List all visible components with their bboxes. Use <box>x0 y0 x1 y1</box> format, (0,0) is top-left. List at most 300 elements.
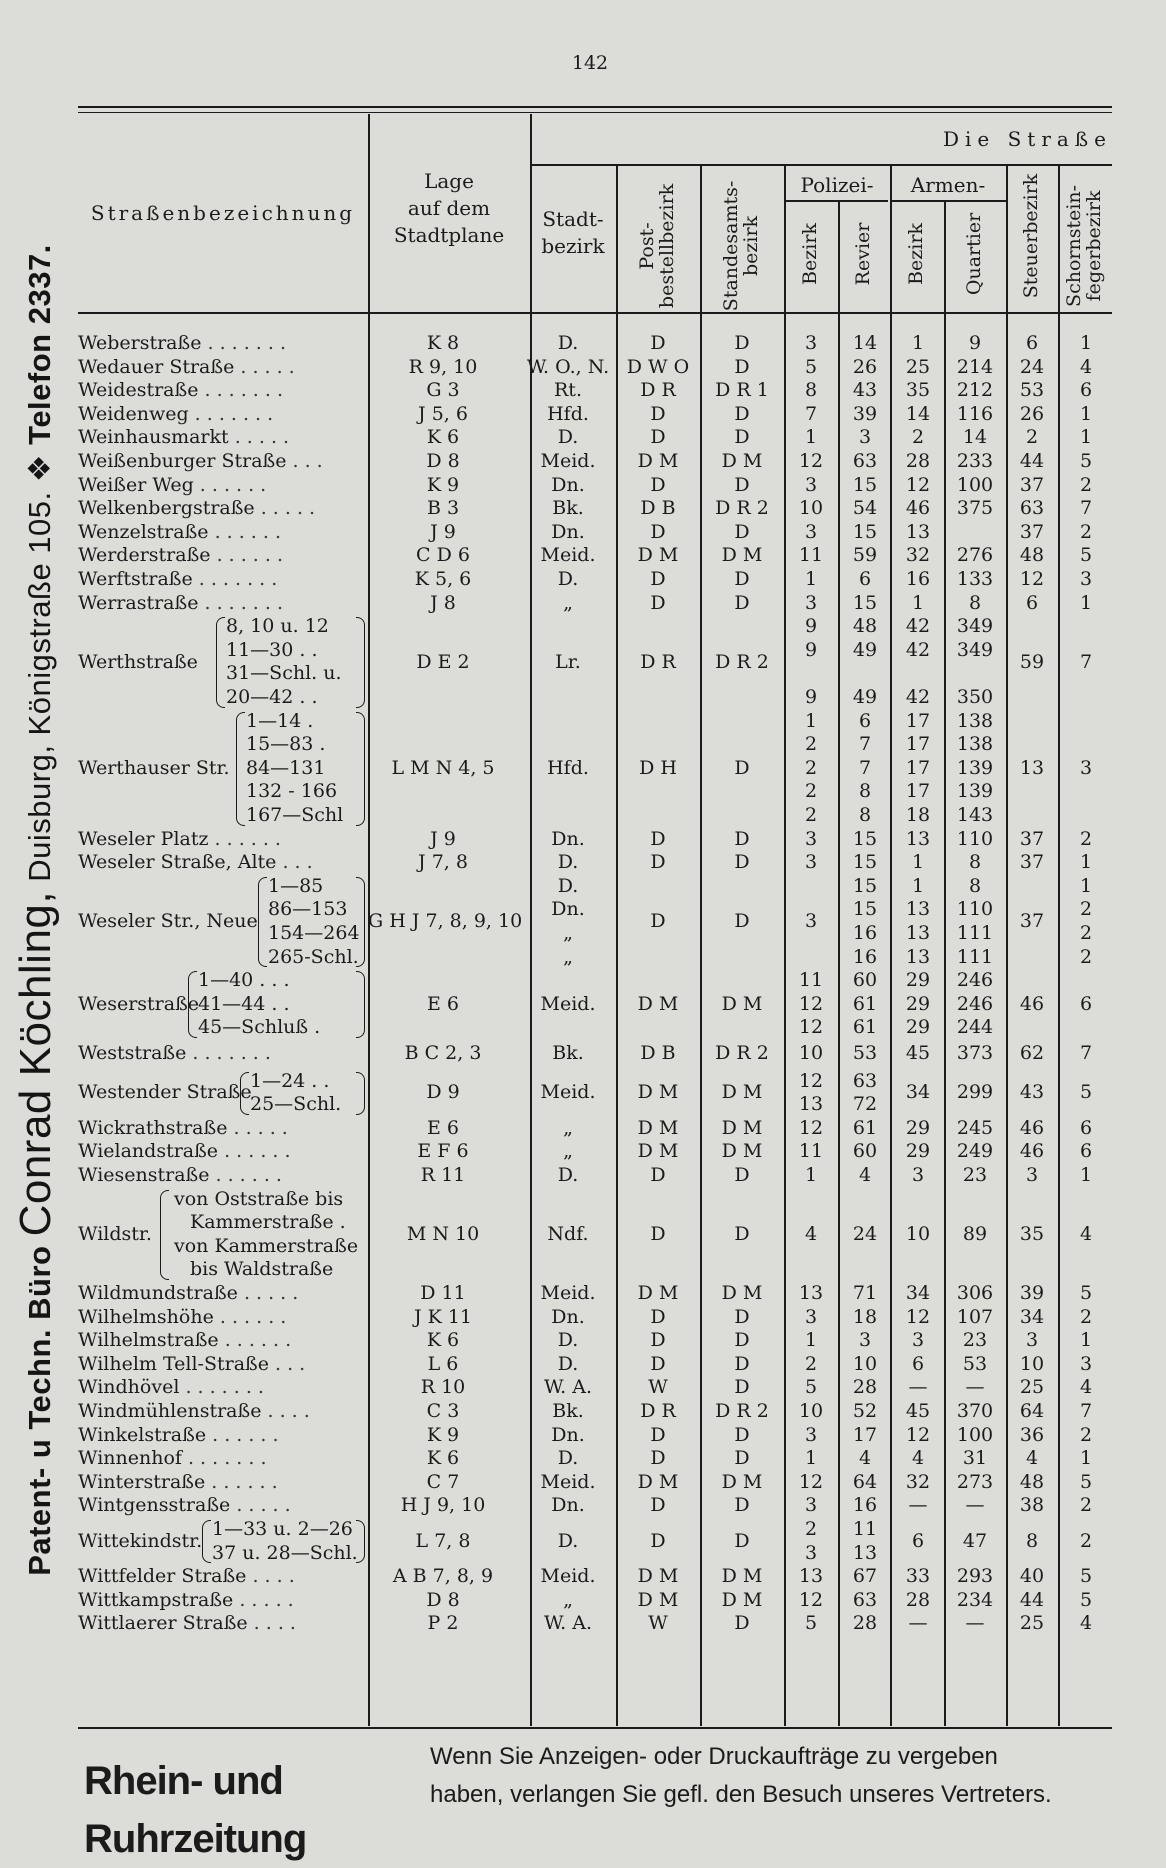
sub-range: von Oststraße bis <box>174 1187 344 1210</box>
cell-prev: 63 <box>852 1069 878 1092</box>
cell-stadt: D. <box>557 1352 579 1375</box>
cell-schorn: 1 <box>1079 851 1093 874</box>
cell-aquart: 100 <box>956 1423 994 1446</box>
cell-post: D <box>650 426 666 449</box>
cell-post: D M <box>637 544 679 567</box>
cell-stand: D <box>734 1352 750 1375</box>
table-row <box>78 1589 1112 1613</box>
cell-stadt: D. <box>557 1329 579 1352</box>
cell-schorn: 3 <box>1079 568 1093 590</box>
table-row <box>78 474 1112 498</box>
cell-steuer: 10 <box>1019 1352 1045 1375</box>
cell-stadt: Bk. <box>552 1400 584 1422</box>
table-subrow <box>78 686 1112 710</box>
cell-stadt: „ <box>563 945 573 968</box>
sub-range: 20—42 . . <box>226 686 318 708</box>
cell-aquart: 139 <box>956 780 994 803</box>
cell-prev: 71 <box>852 1282 878 1304</box>
cell-steuer: 62 <box>1019 1042 1045 1064</box>
cell-aquart: 299 <box>956 1081 994 1104</box>
cell-post: D W O <box>626 355 690 378</box>
cell-lage: R 9, 10 <box>408 355 478 378</box>
sub-range: Kammerstraße . <box>190 1211 346 1234</box>
cell-pbez: 10 <box>798 497 824 520</box>
cell-schorn: 2 <box>1079 1423 1093 1446</box>
cell-abez: 1 <box>911 591 925 614</box>
cell-post: D <box>650 851 666 874</box>
cell-stadt: Meid. <box>540 450 596 472</box>
cell-abez: 16 <box>905 568 931 590</box>
table-subrow <box>78 875 1112 899</box>
cell-lage: C 3 <box>426 1400 460 1422</box>
cell-stadt: Dn. <box>551 1423 585 1446</box>
cell-abez: 1 <box>911 332 925 354</box>
cell-pbez: 3 <box>804 910 818 933</box>
cell-abez: 17 <box>905 756 931 779</box>
table-row <box>78 403 1112 427</box>
cell-lage: D E 2 <box>416 650 470 673</box>
cell-pbez: 1 <box>804 709 818 732</box>
banner-name: Conrad Köchling, <box>11 890 60 1237</box>
cell-stand: D <box>734 591 750 614</box>
cell-schorn: 4 <box>1079 1223 1093 1245</box>
street-name: Wildstr. <box>78 1223 152 1245</box>
cell-stadt: Rt. <box>554 379 582 402</box>
cell-lage: K 6 <box>426 1329 460 1352</box>
cell-abez: 12 <box>905 1305 931 1328</box>
cell-steuer: 40 <box>1019 1565 1045 1588</box>
cell-stand: D <box>734 1164 750 1186</box>
cell-abez: 14 <box>905 402 931 425</box>
cell-aquart: 234 <box>956 1588 994 1611</box>
table-row <box>78 1164 1112 1188</box>
cell-abez: 3 <box>911 1164 925 1186</box>
cell-stand: D R 2 <box>715 1400 769 1422</box>
cell-steuer: 46 <box>1019 1140 1045 1163</box>
street-name: Wielandstraße . . . . . . <box>78 1140 291 1163</box>
cell-lage: K 6 <box>426 1447 460 1470</box>
cell-pbez: 5 <box>804 1376 818 1399</box>
cell-abez: — <box>908 1494 928 1517</box>
cell-prev: 3 <box>858 426 872 449</box>
cell-lage: C D 6 <box>416 544 470 567</box>
cell-aquart: 53 <box>962 1352 988 1375</box>
cell-steuer: 6 <box>1025 591 1039 614</box>
cell-stand: D <box>734 827 750 850</box>
cell-post: D M <box>637 1140 679 1163</box>
table-header <box>78 114 1112 312</box>
table-subrow <box>78 969 1112 993</box>
cell-stand: D <box>734 1329 750 1352</box>
cell-abez: 17 <box>905 733 931 756</box>
cell-aquart: — <box>965 1494 985 1517</box>
sub-range: 1—33 u. 2—26 <box>212 1518 353 1540</box>
cell-lage: E F 6 <box>417 1140 469 1163</box>
cell-aquart: 138 <box>956 733 994 756</box>
cell-steuer: 37 <box>1019 827 1045 850</box>
cell-pbez: 3 <box>804 591 818 614</box>
street-name: Winnenhof . . . . . . . <box>78 1447 267 1470</box>
cell-post: D R <box>640 379 676 402</box>
table-row <box>78 568 1112 592</box>
table-row <box>78 1471 1112 1495</box>
cell-post: D <box>650 827 666 850</box>
cell-prev: 16 <box>852 1494 878 1517</box>
cell-stadt: Meid. <box>540 1565 596 1588</box>
cell-schorn: 1 <box>1079 402 1093 425</box>
cell-lage: L 6 <box>427 1352 459 1375</box>
cell-prev: 53 <box>852 1042 878 1064</box>
cell-abez: 17 <box>905 780 931 803</box>
cell-pbez: 11 <box>798 969 824 992</box>
street-name: Weißer Weg . . . . . . <box>78 473 267 496</box>
cell-stadt: Meid. <box>540 1282 596 1304</box>
table-subrow <box>78 757 1112 781</box>
cell-lage: L M N 4, 5 <box>391 756 495 779</box>
cell-aquart: 244 <box>956 1016 994 1039</box>
banner-separator: ❖ <box>22 453 57 483</box>
cell-aquart: 306 <box>956 1282 994 1304</box>
cell-schorn: 3 <box>1079 756 1093 779</box>
cell-pbez: 2 <box>804 733 818 756</box>
cell-schorn: 4 <box>1079 355 1093 378</box>
header-armen: Armen- <box>910 173 986 197</box>
cell-aquart: 375 <box>956 497 994 520</box>
street-name: Werftstraße . . . . . . . <box>78 568 278 590</box>
table-row <box>78 1353 1112 1377</box>
header-bottom-rule <box>78 312 1112 314</box>
cell-stand: D R 2 <box>715 1042 769 1064</box>
cell-stadt: „ <box>563 591 573 614</box>
street-name: Werderstraße . . . . . . <box>78 544 284 567</box>
cell-stadt: Ndf. <box>547 1223 589 1245</box>
sub-range: 1—40 . . . <box>198 969 290 992</box>
cell-pbez: 10 <box>798 1042 824 1064</box>
cell-stadt: Dn. <box>551 473 585 496</box>
table-row <box>78 1565 1112 1589</box>
street-name: Wilhelmshöhe . . . . . . <box>78 1305 287 1328</box>
cell-abez: 45 <box>905 1400 931 1422</box>
top-rule <box>78 106 1112 108</box>
cell-post: D M <box>637 450 679 472</box>
cell-post: D <box>650 520 666 543</box>
sub-range: 25—Schl. <box>250 1093 342 1116</box>
brace <box>160 1190 169 1280</box>
street-name: Werrastraße . . . . . . . <box>78 591 284 614</box>
cell-stadt: „ <box>563 1588 573 1611</box>
street-name: Wilhelm Tell-Straße . . . <box>78 1352 306 1375</box>
cell-pbez: 12 <box>798 1470 824 1493</box>
street-name: Windhövel . . . . . . . <box>78 1376 264 1399</box>
cell-abez: 42 <box>905 615 931 638</box>
cell-stadt: Bk. <box>552 1042 584 1064</box>
cell-steuer: 44 <box>1019 1588 1045 1611</box>
cell-stand: D <box>734 473 750 496</box>
cell-stand: D <box>734 1612 750 1635</box>
cell-steuer: 43 <box>1019 1081 1045 1104</box>
table-row <box>78 828 1112 852</box>
cell-pbez: 9 <box>804 686 818 708</box>
cell-stand: D M <box>721 450 763 472</box>
cell-steuer: 2 <box>1025 426 1039 449</box>
cell-steuer: 13 <box>1019 756 1045 779</box>
cell-pbez: 3 <box>804 473 818 496</box>
cell-prev: 59 <box>852 544 878 567</box>
cell-abez: 1 <box>911 851 925 874</box>
cell-abez: — <box>908 1612 928 1635</box>
cell-steuer: 48 <box>1019 544 1045 567</box>
cell-steuer: 37 <box>1019 910 1045 933</box>
cell-aquart: 110 <box>956 898 994 921</box>
cell-prev: 61 <box>852 1016 878 1039</box>
street-name: Weststraße . . . . . . . <box>78 1042 271 1064</box>
street-name: Winterstraße . . . . . . <box>78 1470 278 1493</box>
cell-steuer: 35 <box>1019 1223 1045 1245</box>
cell-steuer: 3 <box>1025 1329 1039 1352</box>
cell-aquart: 138 <box>956 709 994 732</box>
street-name: Weißenburger Straße . . . <box>78 450 323 472</box>
cell-post: D <box>650 568 666 590</box>
cell-abez: 6 <box>911 1529 925 1552</box>
table-subrow <box>78 639 1112 663</box>
cell-abez: 29 <box>905 1116 931 1139</box>
table-subrow <box>78 1016 1112 1040</box>
cell-lage: R 10 <box>420 1376 466 1399</box>
cell-pbez: 12 <box>798 1069 824 1092</box>
cell-stand: D <box>734 426 750 449</box>
table-row <box>78 450 1112 474</box>
header-polizei-bezirk: Bezirk <box>799 223 822 285</box>
cell-stand: D <box>734 1529 750 1552</box>
sub-range: 84—131 <box>246 756 326 779</box>
header-street-name: Straßenbezeichnung <box>90 201 356 225</box>
cell-steuer: 8 <box>1025 1529 1039 1552</box>
cell-stadt: Lr. <box>555 650 581 673</box>
cell-prev: 39 <box>852 402 878 425</box>
cell-stadt: Bk. <box>552 497 584 520</box>
cell-stand: D <box>734 1223 750 1245</box>
cell-prev: 67 <box>852 1565 878 1588</box>
cell-aquart: 110 <box>956 827 994 850</box>
cell-steuer: 39 <box>1019 1282 1045 1304</box>
sub-range: 31—Schl. u. <box>226 662 342 685</box>
table-subrow <box>78 710 1112 734</box>
cell-steuer: 38 <box>1019 1494 1045 1517</box>
cell-schorn: 1 <box>1079 1164 1093 1186</box>
cell-abez: 4 <box>911 1447 925 1470</box>
cell-stadt: W. O., N. <box>526 355 610 378</box>
cell-prev: 60 <box>852 969 878 992</box>
cell-abez: 18 <box>905 804 931 826</box>
cell-lage: E 6 <box>427 992 459 1015</box>
table-row <box>78 426 1112 450</box>
cell-lage: K 8 <box>426 332 460 354</box>
cell-lage: B C 2, 3 <box>404 1042 482 1064</box>
cell-abez: 29 <box>905 992 931 1015</box>
cell-prev: 63 <box>852 1588 878 1611</box>
cell-prev: 54 <box>852 497 878 520</box>
cell-aquart: 350 <box>956 686 994 708</box>
cell-abez: 10 <box>905 1223 931 1245</box>
cell-pbez: 2 <box>804 1352 818 1375</box>
cell-stand: D <box>734 355 750 378</box>
street-name: Windmühlenstraße . . . . <box>78 1400 310 1422</box>
table-row <box>78 1282 1112 1306</box>
cell-pbez: 9 <box>804 615 818 638</box>
cell-prev: 13 <box>852 1541 878 1564</box>
cell-stand: D M <box>721 544 763 567</box>
cell-aquart: 139 <box>956 756 994 779</box>
table-row <box>78 1612 1112 1636</box>
cell-aquart: 47 <box>962 1529 988 1552</box>
street-name: Weserstraße <box>78 992 200 1015</box>
cell-pbez: 1 <box>804 1164 818 1186</box>
cell-prev: 8 <box>858 780 872 803</box>
cell-aquart: 273 <box>956 1470 994 1493</box>
cell-post: D <box>650 473 666 496</box>
header-polizei: Polizei- <box>800 173 874 197</box>
table-row <box>78 851 1112 875</box>
cell-schorn: 2 <box>1079 898 1093 921</box>
cell-post: D M <box>637 1565 679 1588</box>
cell-prev: 15 <box>852 520 878 543</box>
cell-prev: 72 <box>852 1093 878 1116</box>
banner-prefix: Patent- u Techn. Büro <box>22 1245 57 1576</box>
street-name: Wiesenstraße . . . . . . <box>78 1164 282 1186</box>
cell-aquart: 31 <box>962 1447 988 1470</box>
cell-lage: K 9 <box>426 1423 460 1446</box>
cell-schorn: 6 <box>1079 1116 1093 1139</box>
cell-pbez: 13 <box>798 1093 824 1116</box>
cell-prev: 7 <box>858 733 872 756</box>
cell-post: D B <box>640 497 676 520</box>
cell-schorn: 5 <box>1079 1470 1093 1493</box>
table-row <box>78 521 1112 545</box>
cell-pbez: 11 <box>798 544 824 567</box>
header-standesamt: Standesamts- bezirk <box>720 180 762 312</box>
cell-steuer: 3 <box>1025 1164 1039 1186</box>
table-row <box>78 1306 1112 1330</box>
sub-range: bis Waldstraße <box>190 1258 334 1281</box>
sub-range: 1—24 . . <box>250 1069 330 1092</box>
cell-pbez: 3 <box>804 520 818 543</box>
cell-post: D <box>650 1223 666 1245</box>
cell-prev: 11 <box>852 1518 878 1540</box>
cell-steuer: 64 <box>1019 1400 1045 1422</box>
cell-stand: D <box>734 332 750 354</box>
cell-aquart: 9 <box>968 332 982 354</box>
cell-aquart: 23 <box>962 1164 988 1186</box>
cell-abez: 12 <box>905 1423 931 1446</box>
table-row <box>78 1424 1112 1448</box>
cell-lage: G H J 7, 8, 9, 10 <box>368 910 523 933</box>
cell-post: D R <box>640 1400 676 1422</box>
cell-prev: 18 <box>852 1305 878 1328</box>
sub-range: 11—30 . . <box>226 638 318 661</box>
cell-pbez: 8 <box>804 379 818 402</box>
cell-prev: 26 <box>852 355 878 378</box>
cell-stand: D M <box>721 992 763 1015</box>
street-name: Wittlaerer Straße . . . . <box>78 1612 296 1635</box>
cell-steuer: 34 <box>1019 1305 1045 1328</box>
cell-prev: 6 <box>858 568 872 590</box>
cell-lage: P 2 <box>427 1612 459 1635</box>
street-name: Wittfelder Straße . . . . <box>78 1565 295 1588</box>
cell-stadt: D. <box>557 874 579 897</box>
cell-schorn: 5 <box>1079 450 1093 472</box>
cell-lage: H J 9, 10 <box>400 1494 486 1517</box>
cell-lage: J 8 <box>430 591 456 614</box>
sub-range: 132 - 166 <box>246 780 338 803</box>
cell-lage: K 5, 6 <box>414 568 472 590</box>
ad-line-2: haben, verlangen Sie gefl. den Besuch unseres Vertreters. <box>430 1781 1052 1808</box>
sub-range: 37 u. 28—Schl. <box>212 1541 358 1564</box>
table-subrow <box>78 780 1112 804</box>
cell-stand: D <box>734 756 750 779</box>
cell-lage: D 11 <box>420 1282 466 1304</box>
street-name: Werthauser Str. <box>78 756 230 779</box>
ad-text <box>430 1738 1110 1814</box>
cell-schorn: 3 <box>1079 1352 1093 1375</box>
street-name: Werthstraße <box>78 650 198 673</box>
table-row <box>78 379 1112 403</box>
cell-stadt: „ <box>563 922 573 944</box>
cell-stand: D M <box>721 1116 763 1139</box>
cell-prev: 52 <box>852 1400 878 1422</box>
cell-post: D B <box>640 1042 676 1064</box>
table-subrow <box>78 898 1112 922</box>
cell-pbez: 1 <box>804 568 818 590</box>
cell-schorn: 2 <box>1079 1305 1093 1328</box>
cell-abez: 34 <box>905 1081 931 1104</box>
cell-aquart: — <box>965 1612 985 1635</box>
cell-schorn: 2 <box>1079 473 1093 496</box>
cell-aquart: 107 <box>956 1305 994 1328</box>
cell-lage: R 11 <box>420 1164 466 1186</box>
sub-range: 86—153 <box>268 898 348 921</box>
cell-abez: 34 <box>905 1282 931 1304</box>
side-banner <box>0 100 72 1720</box>
cell-stadt: D. <box>557 1164 579 1186</box>
cell-post: D M <box>637 1116 679 1139</box>
sub-range: 167—Schl <box>246 804 344 826</box>
cell-pbez: 7 <box>804 402 818 425</box>
table-row <box>78 544 1112 568</box>
cell-schorn: 1 <box>1079 332 1093 354</box>
cell-prev: 64 <box>852 1470 878 1493</box>
cell-prev: 10 <box>852 1352 878 1375</box>
table-subrow <box>78 615 1112 639</box>
cell-aquart: — <box>965 1376 985 1399</box>
street-name: Weidestraße . . . . . . . <box>78 379 284 402</box>
cell-prev: 15 <box>852 591 878 614</box>
cell-schorn: 5 <box>1079 1588 1093 1611</box>
cell-stand: D R 1 <box>715 379 769 402</box>
cell-prev: 15 <box>852 473 878 496</box>
cell-pbez: 2 <box>804 804 818 826</box>
cell-lage: K 6 <box>426 426 460 449</box>
cell-stand: D <box>734 520 750 543</box>
cell-lage: J 7, 8 <box>418 851 468 874</box>
cell-prev: 49 <box>852 686 878 708</box>
cell-stand: D M <box>721 1470 763 1493</box>
street-name: Welkenbergstraße . . . . . <box>78 497 316 520</box>
cell-lage: G 3 <box>426 379 460 402</box>
sub-range: 1—14 . <box>246 709 314 732</box>
cell-prev: 14 <box>852 332 878 354</box>
table-row <box>78 1117 1112 1141</box>
cell-stadt: W. A. <box>543 1612 593 1635</box>
